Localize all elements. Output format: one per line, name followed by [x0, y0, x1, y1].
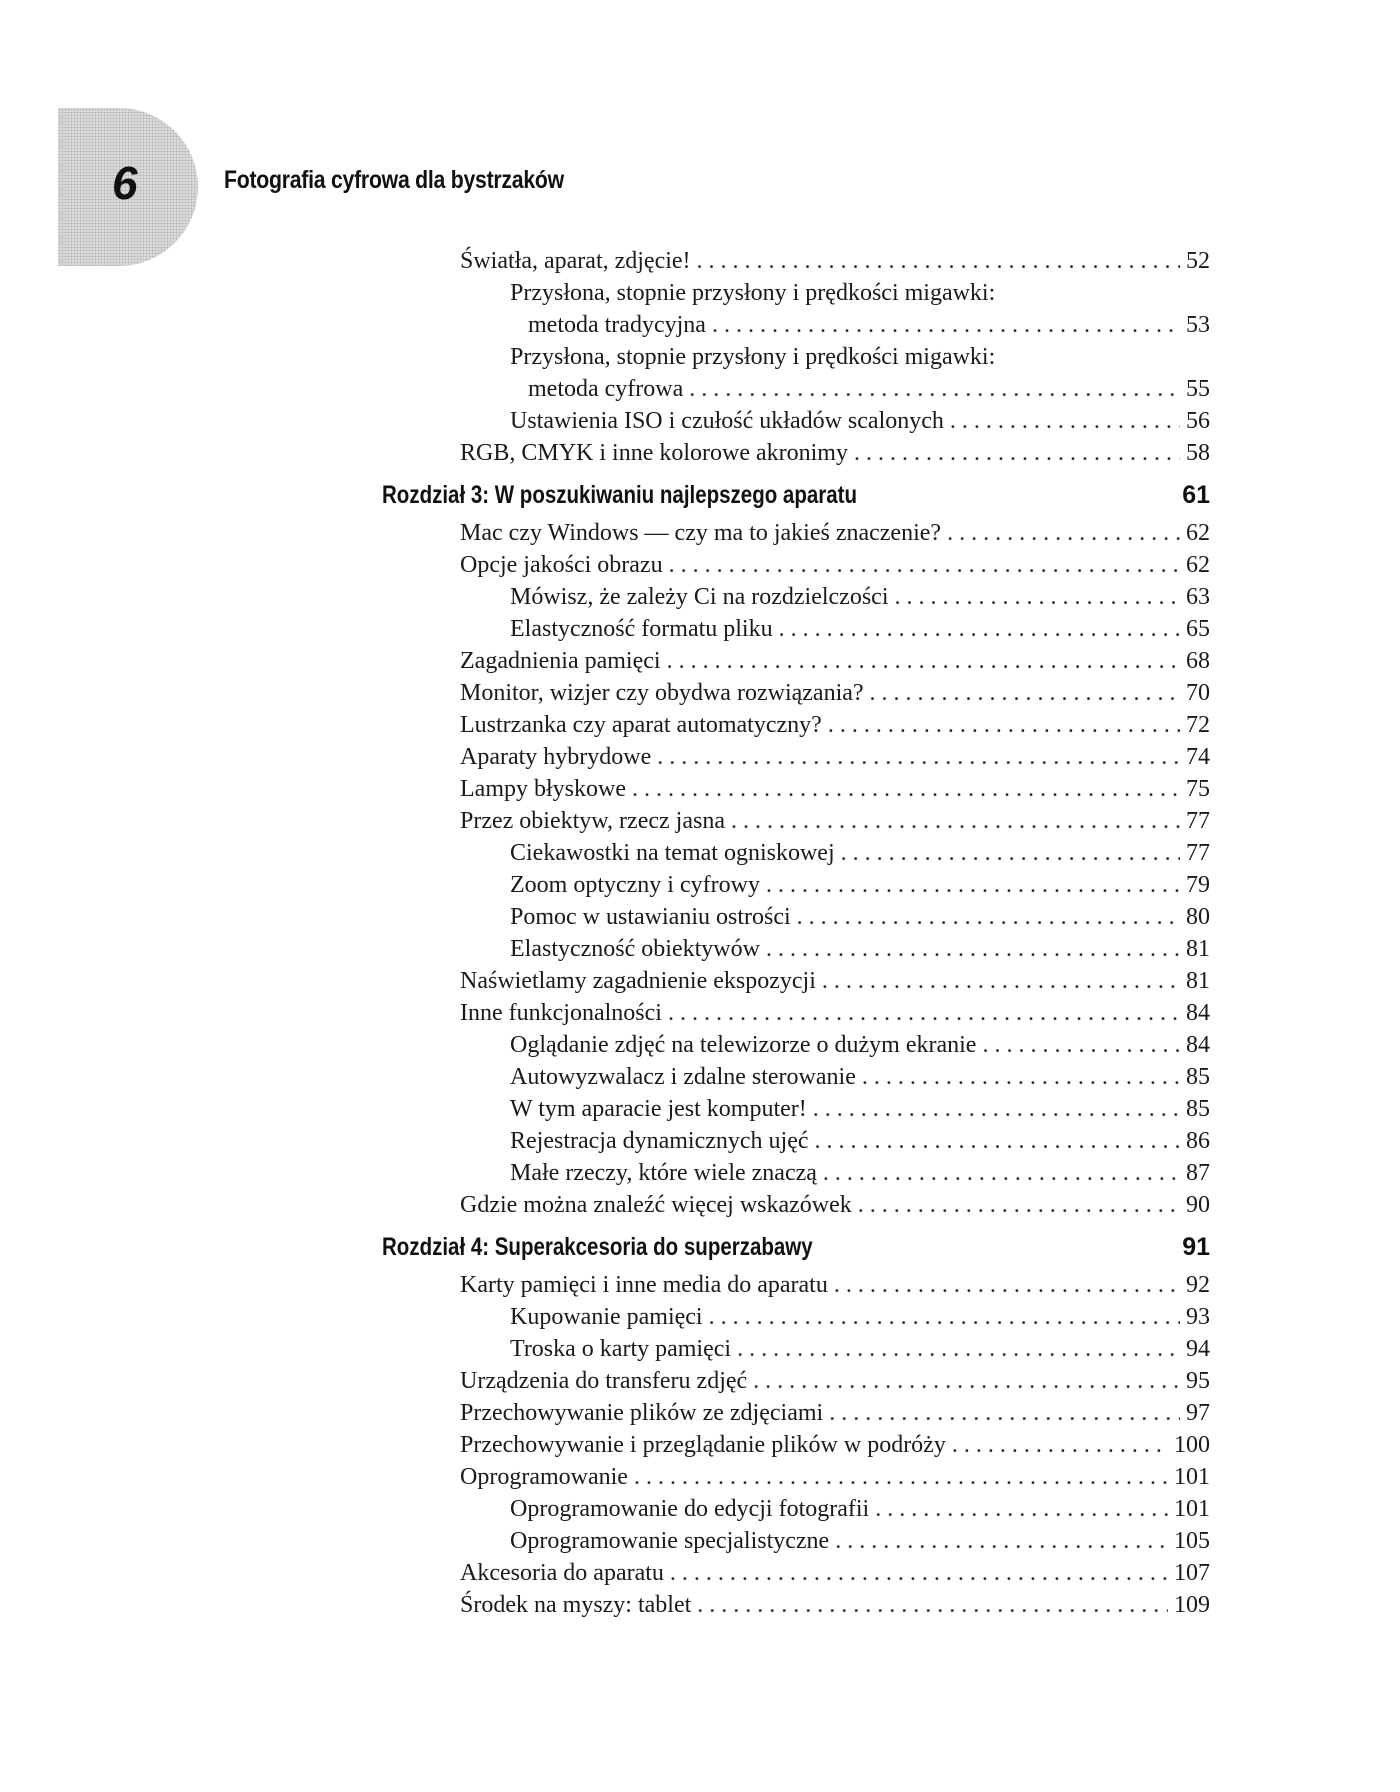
- toc-entry-page: 97: [1186, 1400, 1210, 1426]
- toc-entry-title: Oprogramowanie: [460, 1464, 628, 1490]
- chapter-page: 91: [1182, 1233, 1210, 1261]
- toc-entry: [510, 1158, 1210, 1188]
- chapter-heading: [382, 1230, 1210, 1264]
- dot-leader: [982, 1030, 1180, 1060]
- dot-leader: [709, 1302, 1180, 1332]
- dot-leader: [697, 1590, 1168, 1620]
- toc-entry: [460, 1398, 1210, 1428]
- dot-leader: [834, 1270, 1180, 1300]
- toc-entry: [460, 1430, 1210, 1460]
- toc-entry-title: Elastyczność formatu pliku: [510, 616, 773, 642]
- toc-entry-title: W tym aparacie jest komputer!: [510, 1096, 807, 1122]
- toc-entry-title: Inne funkcjonalności: [460, 1000, 662, 1026]
- toc-entry-title: Przysłona, stopnie przysłony i prędkości migawki:: [510, 344, 996, 370]
- toc-entry-page: 65: [1186, 616, 1210, 642]
- toc-entry-page: 92: [1186, 1272, 1210, 1298]
- toc-entry-page: 87: [1186, 1160, 1210, 1186]
- toc-entry-title: Monitor, wizjer czy obydwa rozwiązania?: [460, 680, 864, 706]
- dot-leader: [689, 374, 1180, 404]
- dot-leader: [712, 310, 1180, 340]
- toc-entry-title: Rejestracja dynamicznych ujęć: [510, 1128, 809, 1154]
- toc-entry: [460, 646, 1210, 676]
- toc-entry-title: Przechowywanie i przeglądanie plików w podróży: [460, 1432, 946, 1458]
- toc-entry-title: Środek na myszy: tablet: [460, 1592, 692, 1618]
- dot-leader: [753, 1366, 1180, 1396]
- dot-leader: [779, 614, 1180, 644]
- toc-entry-page: 77: [1186, 840, 1210, 866]
- toc-entry: [528, 374, 1210, 404]
- toc-entry-title: Małe rzeczy, które wiele znaczą: [510, 1160, 817, 1186]
- dot-leader: [632, 774, 1180, 804]
- toc-entry: [510, 1062, 1210, 1092]
- dot-leader: [669, 550, 1180, 580]
- dot-leader: [766, 870, 1180, 900]
- toc-entry-page: 62: [1186, 552, 1210, 578]
- toc-entry-page: 81: [1186, 936, 1210, 962]
- toc-entry: [460, 710, 1210, 740]
- toc-entry-title: Oprogramowanie specjalistyczne: [510, 1528, 830, 1554]
- toc-entry-page: 84: [1186, 1032, 1210, 1058]
- toc-entry: [460, 966, 1210, 996]
- toc-entry: [460, 742, 1210, 772]
- toc-entry: [510, 1526, 1210, 1556]
- toc-entry-page: 70: [1186, 680, 1210, 706]
- toc-entry-title: Aparaty hybrydowe: [460, 744, 652, 770]
- toc-entry-page: 84: [1186, 1000, 1210, 1026]
- dot-leader: [841, 838, 1180, 868]
- toc-entry-page: 101: [1174, 1464, 1210, 1490]
- toc-entry: [460, 774, 1210, 804]
- toc-entry: [510, 1302, 1210, 1332]
- dot-leader: [797, 902, 1180, 932]
- chapter-page: 61: [1182, 481, 1210, 509]
- dot-leader: [766, 934, 1180, 964]
- toc-entry-page: 62: [1186, 520, 1210, 546]
- dot-leader: [668, 998, 1180, 1028]
- dot-leader: [670, 1558, 1168, 1588]
- toc-entry-page: 58: [1186, 440, 1210, 466]
- toc-entry-page: 68: [1186, 648, 1210, 674]
- toc-entry: [460, 1462, 1210, 1492]
- dot-leader: [895, 582, 1181, 612]
- toc-entry-title: Troska o karty pamięci: [510, 1336, 732, 1362]
- running-head: Fotografia cyfrowa dla bystrzaków: [224, 166, 564, 194]
- chapter-heading: [382, 478, 1210, 512]
- toc-entry-title: metoda tradycyjna: [528, 312, 706, 338]
- toc-entry: [510, 934, 1210, 964]
- toc-entry-title: Lustrzanka czy aparat automatyczny?: [460, 712, 822, 738]
- toc-entry: [460, 1366, 1210, 1396]
- toc-entry-title: Autowyzwalacz i zdalne sterowanie: [510, 1064, 856, 1090]
- toc-entry-title: Mówisz, że zależy Ci na rozdzielczości: [510, 584, 889, 610]
- toc-entry-title: Przez obiektyw, rzecz jasna: [460, 808, 725, 834]
- dot-leader: [835, 1526, 1168, 1556]
- toc-entry-title: Lampy błyskowe: [460, 776, 626, 802]
- toc-entry: [510, 1030, 1210, 1060]
- page-number: 6: [112, 157, 138, 209]
- dot-leader: [829, 1398, 1180, 1428]
- dot-leader: [737, 1334, 1180, 1364]
- toc-entry-title: Opcje jakości obrazu: [460, 552, 663, 578]
- toc-entry-title: Gdzie można znaleźć więcej wskazówek: [460, 1192, 852, 1218]
- toc-entry: [510, 1334, 1210, 1364]
- toc-entry-page: 55: [1186, 376, 1210, 402]
- dot-leader: [828, 710, 1180, 740]
- toc-entry-page: 107: [1174, 1560, 1210, 1586]
- toc-entry-page: 85: [1186, 1096, 1210, 1122]
- toc-entry-page: 53: [1186, 312, 1210, 338]
- toc-entry-page: 81: [1186, 968, 1210, 994]
- toc-entry-title: Oprogramowanie do edycji fotografii: [510, 1496, 870, 1522]
- dot-leader: [854, 438, 1180, 468]
- dot-leader: [822, 966, 1180, 996]
- toc-entry: [510, 278, 1210, 308]
- toc-entry: [460, 1558, 1210, 1588]
- toc-entry: [510, 1494, 1210, 1524]
- dot-leader: [815, 1126, 1180, 1156]
- toc-entry: [460, 246, 1210, 276]
- toc-entry: [510, 406, 1210, 436]
- dot-leader: [858, 1190, 1180, 1220]
- toc-entry-page: 94: [1186, 1336, 1210, 1362]
- chapter-title: Rozdział 3: W poszukiwaniu najlepszego aparatu: [382, 481, 857, 509]
- toc-entry-title: Zoom optyczny i cyfrowy: [510, 872, 760, 898]
- toc-entry-page: 100: [1174, 1432, 1210, 1458]
- toc-entry-page: 80: [1186, 904, 1210, 930]
- toc-entry-page: 77: [1186, 808, 1210, 834]
- toc-entry: [460, 998, 1210, 1028]
- toc-entry-title: RGB, CMYK i inne kolorowe akronimy: [460, 440, 848, 466]
- toc-entry-page: 101: [1174, 1496, 1210, 1522]
- toc-entry: [460, 550, 1210, 580]
- toc-entry: [510, 838, 1210, 868]
- toc-entry-title: Przysłona, stopnie przysłony i prędkości migawki:: [510, 280, 996, 306]
- toc-entry-page: 52: [1186, 248, 1210, 274]
- toc-entry-title: Urządzenia do transferu zdjęć: [460, 1368, 748, 1394]
- toc-entry-title: Karty pamięci i inne media do aparatu: [460, 1272, 828, 1298]
- dot-leader: [697, 246, 1180, 276]
- toc-entry-page: 56: [1186, 408, 1210, 434]
- toc-entry: [460, 1190, 1210, 1220]
- toc-entry: [460, 438, 1210, 468]
- toc-entry-page: 85: [1186, 1064, 1210, 1090]
- toc-entry-title: Zagadnienia pamięci: [460, 648, 661, 674]
- toc-entry-title: Pomoc w ustawianiu ostrości: [510, 904, 791, 930]
- toc-entry: [460, 518, 1210, 548]
- toc-entry: [510, 614, 1210, 644]
- toc-entry-page: 86: [1186, 1128, 1210, 1154]
- dot-leader: [862, 1062, 1180, 1092]
- toc-entry-page: 72: [1186, 712, 1210, 738]
- toc-entry-page: 79: [1186, 872, 1210, 898]
- toc-entry-title: Oglądanie zdjęć na telewizorze o dużym ekranie: [510, 1032, 977, 1058]
- toc-entry-title: Ustawienia ISO i czułość układów scalonych: [510, 408, 944, 434]
- dot-leader: [870, 678, 1180, 708]
- toc-entry-title: Światła, aparat, zdjęcie!: [460, 248, 691, 274]
- chapter-title: Rozdział 4: Superakcesoria do superzabawy: [382, 1233, 813, 1261]
- toc-entry-title: Kupowanie pamięci: [510, 1304, 703, 1330]
- dot-leader: [731, 806, 1180, 836]
- toc-entry-title: Elastyczność obiektywów: [510, 936, 760, 962]
- toc-entry-title: Przechowywanie plików ze zdjęciami: [460, 1400, 824, 1426]
- toc-entry-page: 63: [1186, 584, 1210, 610]
- toc-entry: [510, 870, 1210, 900]
- toc-entry-title: Ciekawostki na temat ogniskowej: [510, 840, 835, 866]
- toc-entry-title: Mac czy Windows — czy ma to jakieś znaczenie?: [460, 520, 942, 546]
- toc-entry: [460, 1270, 1210, 1300]
- dot-leader: [657, 742, 1180, 772]
- toc-entry-title: metoda cyfrowa: [528, 376, 684, 402]
- dot-leader: [947, 518, 1180, 548]
- dot-leader: [667, 646, 1180, 676]
- toc-entry: [460, 806, 1210, 836]
- dot-leader: [634, 1462, 1168, 1492]
- toc-entry: [510, 342, 1210, 372]
- toc-entry-title: Akcesoria do aparatu: [460, 1560, 664, 1586]
- toc-entry: [528, 310, 1210, 340]
- toc-entry-page: 74: [1186, 744, 1210, 770]
- toc-entry-page: 90: [1186, 1192, 1210, 1218]
- dot-leader: [875, 1494, 1168, 1524]
- toc-entry-page: 105: [1174, 1528, 1210, 1554]
- toc-entry-page: 93: [1186, 1304, 1210, 1330]
- toc-entry: [510, 902, 1210, 932]
- dot-leader: [950, 406, 1180, 436]
- toc-entry: [510, 582, 1210, 612]
- toc-entry-title: Naświetlamy zagadnienie ekspozycji: [460, 968, 816, 994]
- toc-entry-page: 109: [1174, 1592, 1210, 1618]
- dot-leader: [952, 1430, 1168, 1460]
- toc-entry: [460, 678, 1210, 708]
- toc-entry-page: 95: [1186, 1368, 1210, 1394]
- toc-entry: [460, 1590, 1210, 1620]
- toc-entry: [510, 1126, 1210, 1156]
- dot-leader: [823, 1158, 1180, 1188]
- dot-leader: [813, 1094, 1180, 1124]
- toc-entry: [510, 1094, 1210, 1124]
- toc-entry-page: 75: [1186, 776, 1210, 802]
